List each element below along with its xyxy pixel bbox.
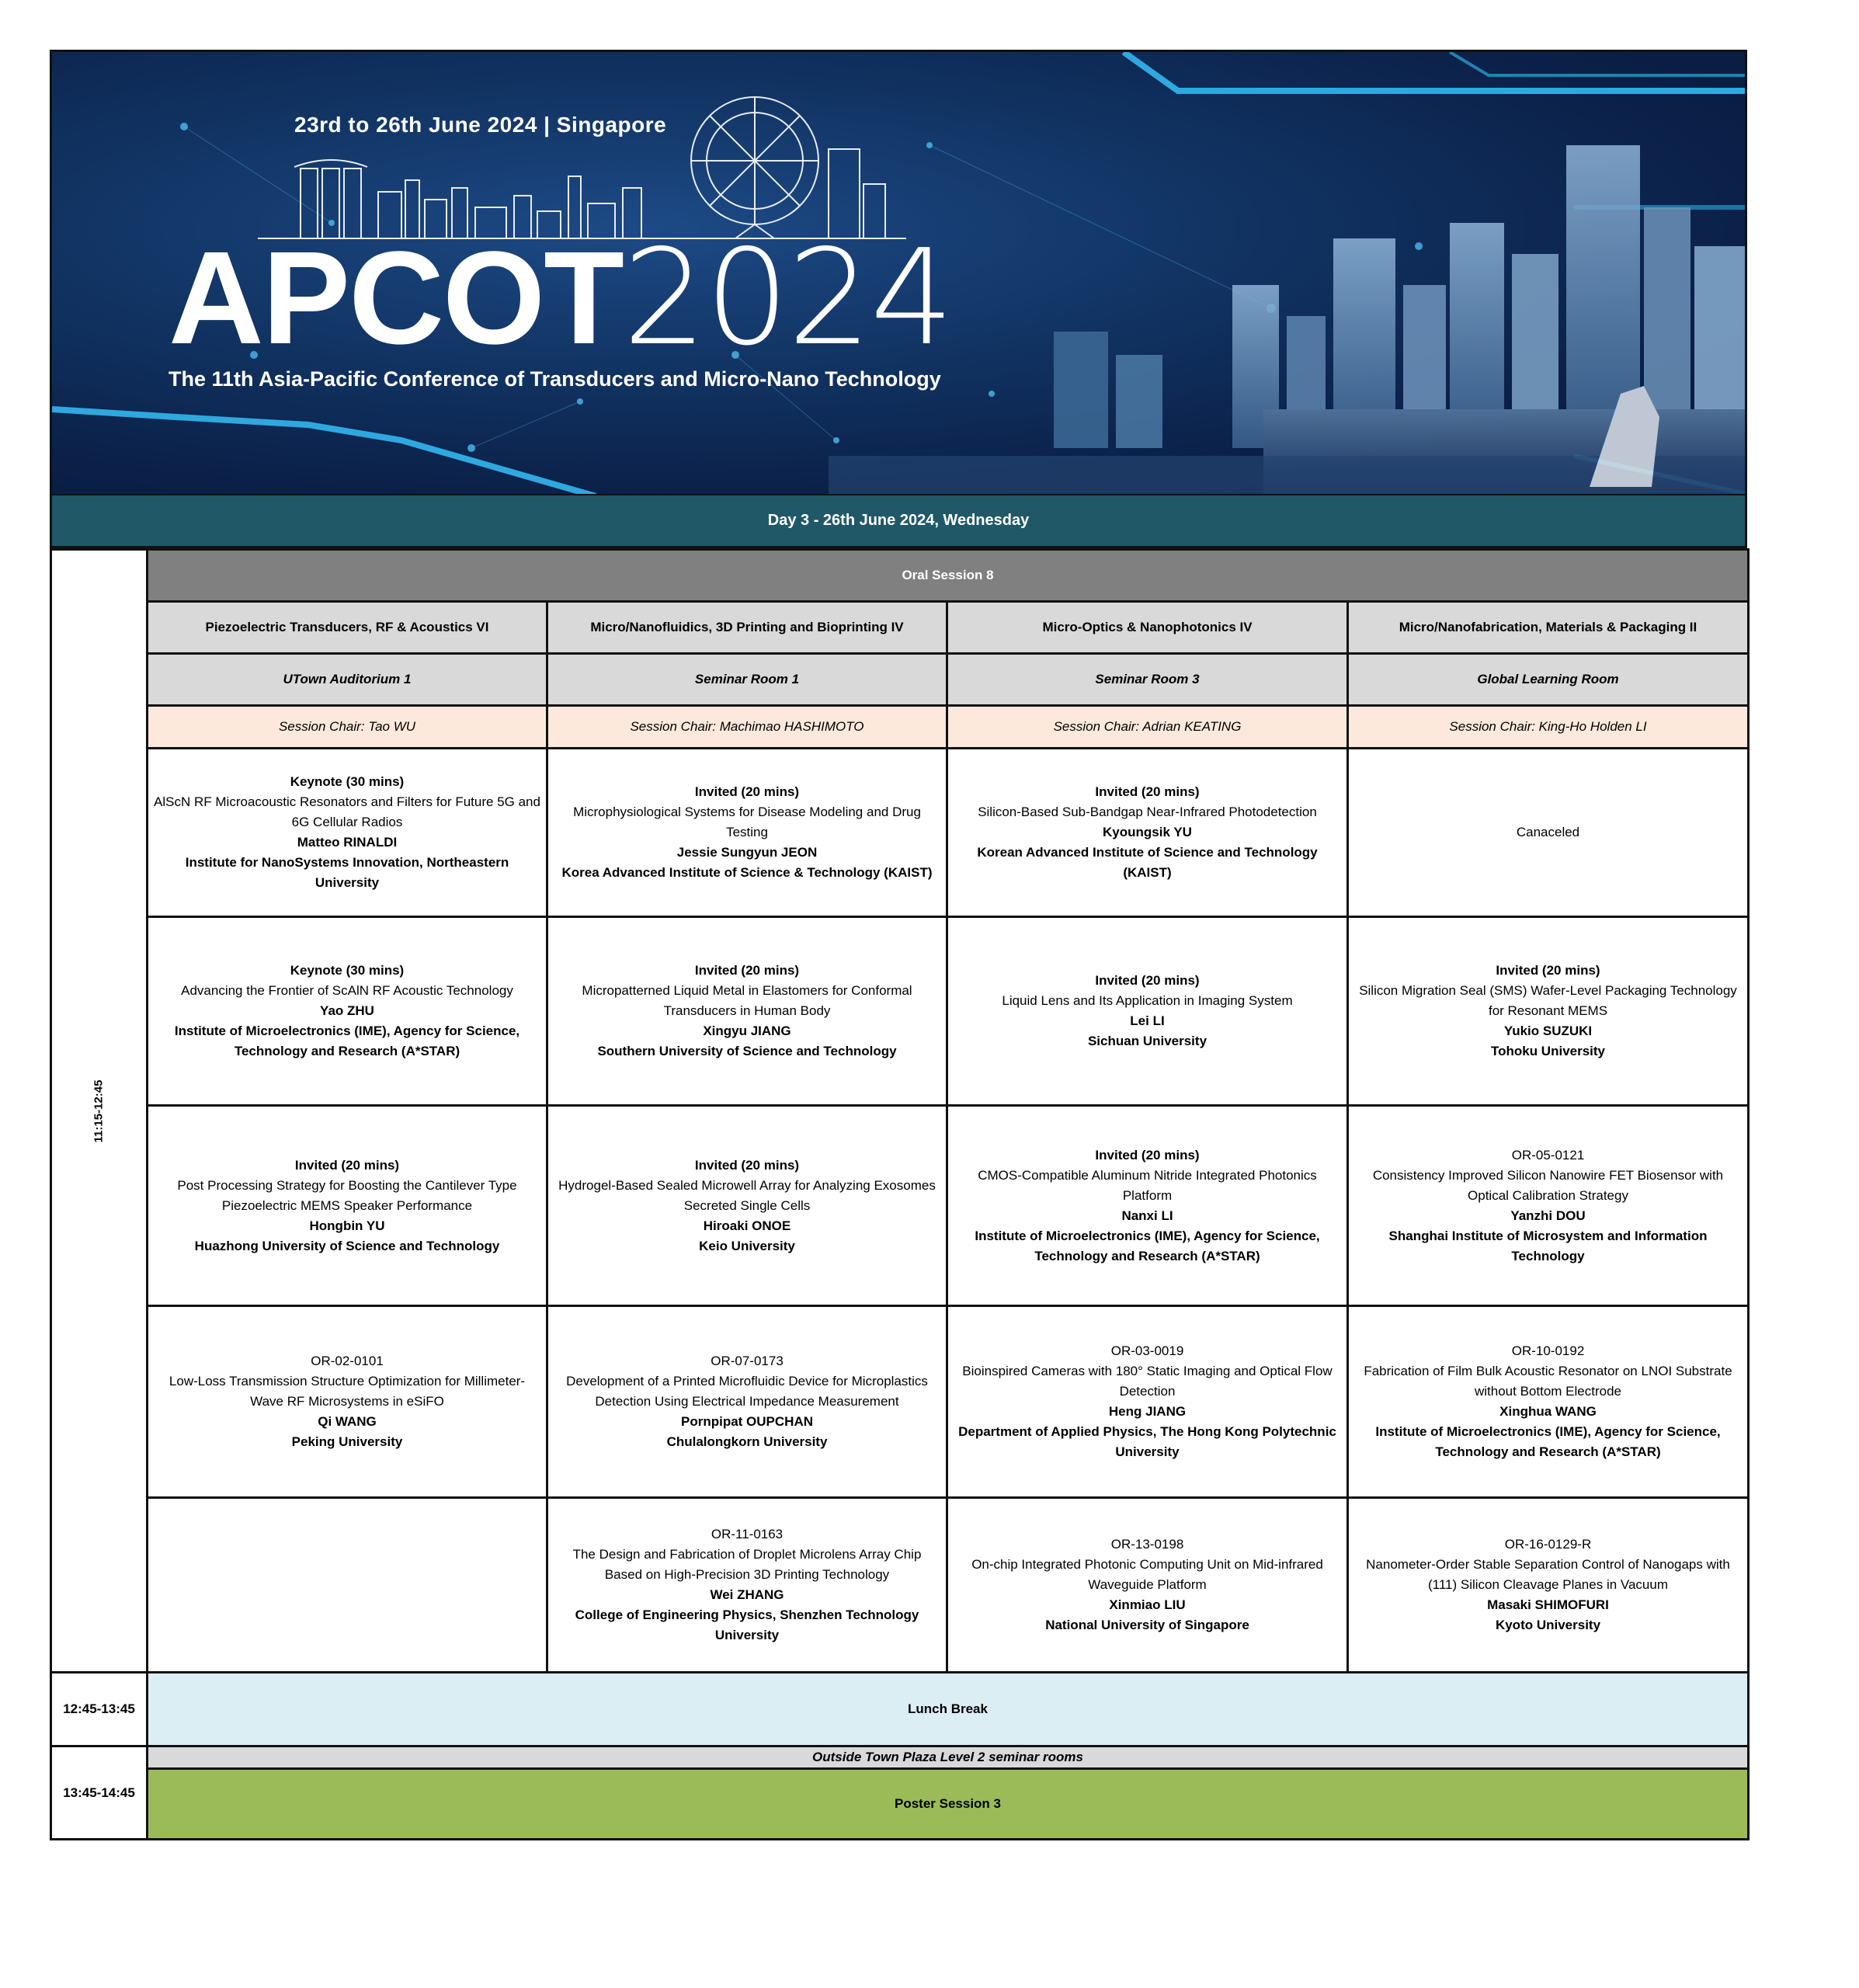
talk-title: Low-Loss Transmission Structure Optimization for Millimeter-Wave RF Microsystems in eSiFO xyxy=(169,1374,526,1409)
talk-cell xyxy=(947,1306,1348,1498)
talk-title: Advancing the Frontier of ScAlN RF Acoustic Technology xyxy=(181,983,513,998)
speaker-affiliation: Shanghai Institute of Microsystem and Information Technology xyxy=(1388,1228,1708,1263)
paper-code: OR-03-0019 xyxy=(1110,1343,1184,1358)
talk-type: Invited (20 mins) xyxy=(1095,784,1200,799)
speaker-affiliation: Institute of Microelectronics (IME), Agency for Science, Technology and Research (A*STAR) xyxy=(975,1228,1320,1263)
speaker-name: Hongbin YU xyxy=(309,1218,385,1233)
talk-title: Microphysiological Systems for Disease Modeling and Drug Testing xyxy=(573,805,921,839)
talk-cell xyxy=(148,917,547,1106)
track-name: Micro-Optics & Nanophotonics IV xyxy=(947,602,1348,654)
lunch-break: Lunch Break xyxy=(148,1673,1749,1746)
speaker-name: Masaki SHIMOFURI xyxy=(1487,1597,1609,1612)
track-row xyxy=(51,602,1749,654)
talk-type: Invited (20 mins) xyxy=(1496,963,1600,978)
speaker-affiliation: Keio University xyxy=(699,1238,795,1253)
poster-row xyxy=(51,1769,1749,1840)
speaker-affiliation: Institute for NanoSystems Innovation, Northeastern University xyxy=(185,855,509,890)
lunch-time: 12:45-13:45 xyxy=(51,1673,148,1746)
speaker-name: Qi WANG xyxy=(318,1414,377,1429)
speaker-name: Wei ZHANG xyxy=(710,1587,784,1602)
talk-title: Nanometer-Order Stable Separation Control of Nanogaps with (111) Silicon Cleavage Planes in Vacuum xyxy=(1366,1557,1730,1592)
speaker-affiliation: Huazhong University of Science and Technology xyxy=(194,1238,500,1253)
talk-title: The Design and Fabrication of Droplet Microlens Array Chip Based on High-Precision 3D Printing Technology xyxy=(572,1547,922,1582)
paper-code: OR-10-0192 xyxy=(1511,1343,1585,1358)
poster-time: 13:45-14:45 xyxy=(51,1746,148,1840)
speaker-affiliation: Department of Applied Physics, The Hong Kong Polytechnic University xyxy=(958,1424,1336,1459)
poster-location: Outside Town Plaza Level 2 seminar rooms xyxy=(148,1746,1749,1769)
talk-title: Micropatterned Liquid Metal in Elastomers for Conformal Transducers in Human Body xyxy=(582,983,912,1018)
poster-location-row xyxy=(51,1746,1749,1769)
talk-title: Silicon Migration Seal (SMS) Wafer-Level Packaging Technology for Resonant MEMS xyxy=(1359,983,1737,1018)
talk-type: Invited (20 mins) xyxy=(694,784,800,799)
speaker-affiliation: National University of Singapore xyxy=(1045,1618,1249,1632)
speaker-name: Jessie Sungyun JEON xyxy=(676,845,818,860)
day-header: Day 3 - 26th June 2024, Wednesday xyxy=(50,494,1747,548)
talk-cell xyxy=(148,1498,547,1673)
talk-cell xyxy=(547,1106,947,1306)
speaker-affiliation: Institute of Microelectronics (IME), Agency for Science, Technology and Research (A*STAR) xyxy=(174,1024,520,1058)
talk-title: Development of a Printed Microfluidic Device for Microplastics Detection Using Electrical Impedance Measurement xyxy=(566,1374,928,1409)
talk-title: CMOS-Compatible Aluminum Nitride Integrated Photonics Platform xyxy=(978,1167,1317,1203)
speaker-name: Yao ZHU xyxy=(320,1003,374,1018)
talk-title: Canaceled xyxy=(1516,825,1580,839)
poster-session: Poster Session 3 xyxy=(148,1769,1749,1840)
talk-row xyxy=(51,917,1749,1106)
speaker-affiliation: Southern University of Science and Technology xyxy=(597,1044,897,1058)
talk-cell xyxy=(947,917,1348,1106)
talk-title: Hydrogel-Based Sealed Microwell Array for Analyzing Exosomes Secreted Single Cells xyxy=(558,1177,936,1213)
talk-type: Invited (20 mins) xyxy=(694,963,800,978)
talk-row xyxy=(51,749,1749,917)
talk-title: Fabrication of Film Bulk Acoustic Resonator on LNOI Substrate without Bottom Electrode xyxy=(1364,1364,1732,1399)
conference-subtitle: The 11th Asia-Pacific Conference of Transducers and Micro-Nano Technology xyxy=(169,367,941,391)
speaker-affiliation: Chulalongkorn University xyxy=(666,1434,828,1449)
talk-cell xyxy=(547,1306,947,1498)
talk-title: On-chip Integrated Photonic Computing Unit on Mid-infrared Waveguide Platform xyxy=(971,1557,1323,1592)
talk-title: Post Processing Strategy for Boosting the Cantilever Type Piezoelectric MEMS Speaker Performance xyxy=(177,1177,517,1213)
logo-year: 2024 xyxy=(623,221,953,375)
talk-cell xyxy=(148,1306,547,1498)
speaker-name: Xinghua WANG xyxy=(1499,1404,1597,1419)
talk-cell xyxy=(1348,749,1749,917)
talk-cell xyxy=(1348,1106,1749,1306)
speaker-name: Yukio SUZUKI xyxy=(1503,1024,1593,1038)
talk-title: AlScN RF Microacoustic Resonators and Filters for Future 5G and 6G Cellular Radios xyxy=(154,794,540,829)
talk-row xyxy=(51,1106,1749,1306)
room-name: Seminar Room 3 xyxy=(947,654,1348,706)
track-name: Micro/Nanofabrication, Materials & Packaging II xyxy=(1348,602,1749,654)
room-name: Seminar Room 1 xyxy=(547,654,947,706)
speaker-name: Pornpipat OUPCHAN xyxy=(681,1414,813,1429)
talk-cell xyxy=(947,1498,1348,1673)
speaker-name: Heng JIANG xyxy=(1108,1404,1187,1419)
track-name: Piezoelectric Transducers, RF & Acoustics VI xyxy=(148,602,547,654)
speaker-name: Nanxi LI xyxy=(1121,1208,1173,1223)
speaker-affiliation: Tohoku University xyxy=(1490,1044,1606,1058)
talk-type: Invited (20 mins) xyxy=(1095,1147,1200,1163)
talk-type: Keynote (30 mins) xyxy=(290,963,405,978)
speaker-affiliation: Korean Advanced Institute of Science and Technology (KAIST) xyxy=(977,845,1318,880)
talk-cell xyxy=(1348,1498,1749,1673)
speaker-name: Hiroaki ONOE xyxy=(703,1218,791,1233)
session-chair: Session Chair: Adrian KEATING xyxy=(947,706,1348,749)
conference-banner xyxy=(50,50,1747,494)
session-chair: Session Chair: Machimao HASHIMOTO xyxy=(547,706,947,749)
speaker-name: Yanzhi DOU xyxy=(1510,1208,1586,1223)
paper-code: OR-07-0173 xyxy=(711,1354,784,1368)
logo-apcot: APCOT xyxy=(169,224,623,372)
speaker-affiliation: Institute of Microelectronics (IME), Agency for Science, Technology and Research (A*STAR) xyxy=(1375,1424,1721,1459)
conference-dates: 23rd to 26th June 2024 | Singapore xyxy=(294,113,667,137)
talk-row xyxy=(51,1306,1749,1498)
talk-title: Bioinspired Cameras with 180° Static Imaging and Optical Flow Detection xyxy=(962,1364,1333,1399)
talk-title: Consistency Improved Silicon Nanowire FET Biosensor with Optical Calibration Strategy xyxy=(1372,1167,1724,1203)
speaker-name: Xinmiao LIU xyxy=(1109,1597,1186,1612)
speaker-name: Matteo RINALDI xyxy=(297,835,398,850)
talk-cell xyxy=(148,1106,547,1306)
schedule-table xyxy=(50,548,1750,1840)
talk-type: Invited (20 mins) xyxy=(694,1157,800,1173)
speaker-affiliation: Peking University xyxy=(291,1434,403,1449)
talk-row xyxy=(51,1498,1749,1673)
talk-title: Liquid Lens and Its Application in Imaging System xyxy=(1002,993,1293,1008)
session-chair: Session Chair: King-Ho Holden LI xyxy=(1348,706,1749,749)
paper-code: OR-13-0198 xyxy=(1110,1537,1184,1552)
talk-cell xyxy=(547,1498,947,1673)
talk-type: Invited (20 mins) xyxy=(294,1157,400,1173)
room-name: UTown Auditorium 1 xyxy=(148,654,547,706)
lunch-row xyxy=(51,1673,1749,1746)
talk-type: Invited (20 mins) xyxy=(1095,973,1200,988)
oral-session-time: 11:15-12:45 xyxy=(92,1079,106,1143)
talk-cell xyxy=(547,749,947,917)
speaker-affiliation: Kyoto University xyxy=(1495,1618,1601,1632)
speaker-affiliation: Korea Advanced Institute of Science & Technology (KAIST) xyxy=(561,865,933,880)
paper-code: OR-16-0129-R xyxy=(1504,1537,1592,1552)
room-name: Global Learning Room xyxy=(1348,654,1749,706)
chair-row xyxy=(51,706,1749,749)
speaker-name: Kyoungsik YU xyxy=(1103,825,1192,839)
talk-cell xyxy=(1348,1306,1749,1498)
paper-code: OR-11-0163 xyxy=(711,1527,784,1541)
room-row xyxy=(51,654,1749,706)
speaker-affiliation: Sichuan University xyxy=(1087,1034,1207,1048)
conference-logo xyxy=(169,221,953,375)
talk-cell xyxy=(547,917,947,1106)
talk-cell xyxy=(148,749,547,917)
speaker-name: Xingyu JIANG xyxy=(703,1024,791,1038)
time-slot-oral xyxy=(51,550,148,1673)
talk-cell xyxy=(947,1106,1348,1306)
talk-cell xyxy=(1348,917,1749,1106)
track-name: Micro/Nanofluidics, 3D Printing and Bioprinting IV xyxy=(547,602,947,654)
talk-cell xyxy=(947,749,1348,917)
programme-sheet xyxy=(50,50,1747,1840)
oral-session-title: Oral Session 8 xyxy=(148,550,1749,602)
talk-type: Keynote (30 mins) xyxy=(290,774,405,789)
speaker-affiliation: College of Engineering Physics, Shenzhen Technology University xyxy=(575,1607,919,1642)
speaker-name: Lei LI xyxy=(1130,1013,1165,1028)
paper-code: OR-05-0121 xyxy=(1511,1147,1585,1163)
talk-title: Silicon-Based Sub-Bandgap Near-Infrared Photodetection xyxy=(978,805,1317,819)
session-chair: Session Chair: Tao WU xyxy=(148,706,547,749)
paper-code: OR-02-0101 xyxy=(311,1354,384,1368)
